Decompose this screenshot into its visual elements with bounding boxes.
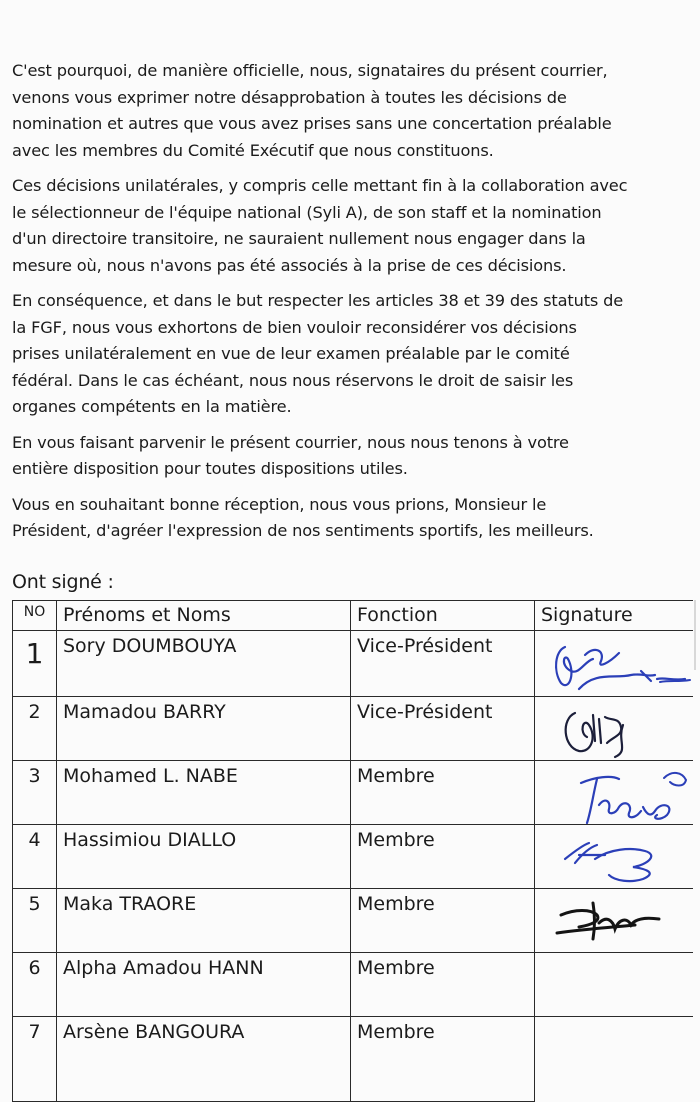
row-number: 4	[13, 825, 57, 889]
row-function: Membre	[351, 825, 535, 889]
table-row	[13, 761, 693, 825]
row-number: 1	[13, 631, 57, 697]
signature-tail-icon	[660, 660, 696, 790]
signatories-table	[12, 600, 693, 1102]
header-signature: Signature	[535, 601, 693, 631]
row-name: Alpha Amadou HANN	[57, 953, 351, 1017]
signature-5-icon	[535, 889, 693, 951]
header-function: Fonction	[351, 601, 535, 631]
row-name: Hassimiou DIALLO	[57, 825, 351, 889]
header-name: Prénoms et Noms	[57, 601, 351, 631]
letter-body	[12, 58, 692, 554]
row-number: 5	[13, 889, 57, 953]
row-number: 3	[13, 761, 57, 825]
table-row	[13, 825, 693, 889]
signatories-heading: Ont signé :	[12, 571, 114, 593]
paragraph-1: C'est pourquoi, de manière officielle, nous, signataires du présent courrier, venons vous exprimer notre désapprobation à toutes les décisions de nomination et autres que vous avez prises sans une concertation préalable avec les membres du Comité Exécutif que nous constituons.	[12, 61, 612, 160]
table-row	[13, 1017, 693, 1102]
paragraph-4: En vous faisant parvenir le présent courrier, nous nous tenons à votre entière disposition pour toutes dispositions utiles.	[12, 432, 569, 478]
row-name: Mamadou BARRY	[57, 697, 351, 761]
header-no: NO	[13, 601, 57, 631]
paragraph-5: Vous en souhaitant bonne réception, nous vous prions, Monsieur le Président, d'agréer l'expression de nos sentiments sportifs, les meilleurs.	[12, 494, 594, 540]
row-name: Maka TRAORE	[57, 889, 351, 953]
table-row	[13, 889, 693, 953]
row-function: Membre	[351, 889, 535, 953]
row-function: Membre	[351, 953, 535, 1017]
row-name: Mohamed L. NABE	[57, 761, 351, 825]
row-function: Vice-Président	[351, 697, 535, 761]
signature-cell	[535, 1017, 693, 1102]
paragraph-2: Ces décisions unilatérales, y compris celle mettant fin à la collaboration avec le sélectionneur de l'équipe national (Syli A), de son staff et la nomination d'un directoire transitoire, ne sauraient nullement nous engager dans la mesure où, nous n'avons pas été associés à la prise de ces décisions.	[12, 176, 628, 275]
signature-4-icon	[535, 825, 693, 887]
table-row	[13, 697, 693, 761]
row-number: 2	[13, 697, 57, 761]
table-header-row	[13, 601, 693, 631]
row-name: Sory DOUMBOUYA	[57, 631, 351, 697]
row-function: Membre	[351, 1017, 535, 1102]
row-function: Vice-Président	[351, 631, 535, 697]
table-row	[13, 953, 693, 1017]
signature-cell	[535, 953, 693, 1017]
row-function: Membre	[351, 761, 535, 825]
row-name: Arsène BANGOURA	[57, 1017, 351, 1102]
signature-cell	[535, 889, 693, 953]
paragraph-3: En conséquence, et dans le but respecter les articles 38 et 39 des statuts de la FGF, nous vous exhortons de bien vouloir reconsidérer vos décisions prises unilatéralement en vue de leur examen préalable par le comité fédéral. Dans le cas échéant, nous nous réservons le droit de saisir les organes compétents en la matière.	[12, 291, 624, 416]
row-number: 7	[13, 1017, 57, 1102]
signature-cell	[535, 825, 693, 889]
table-row	[13, 631, 693, 697]
row-number: 6	[13, 953, 57, 1017]
